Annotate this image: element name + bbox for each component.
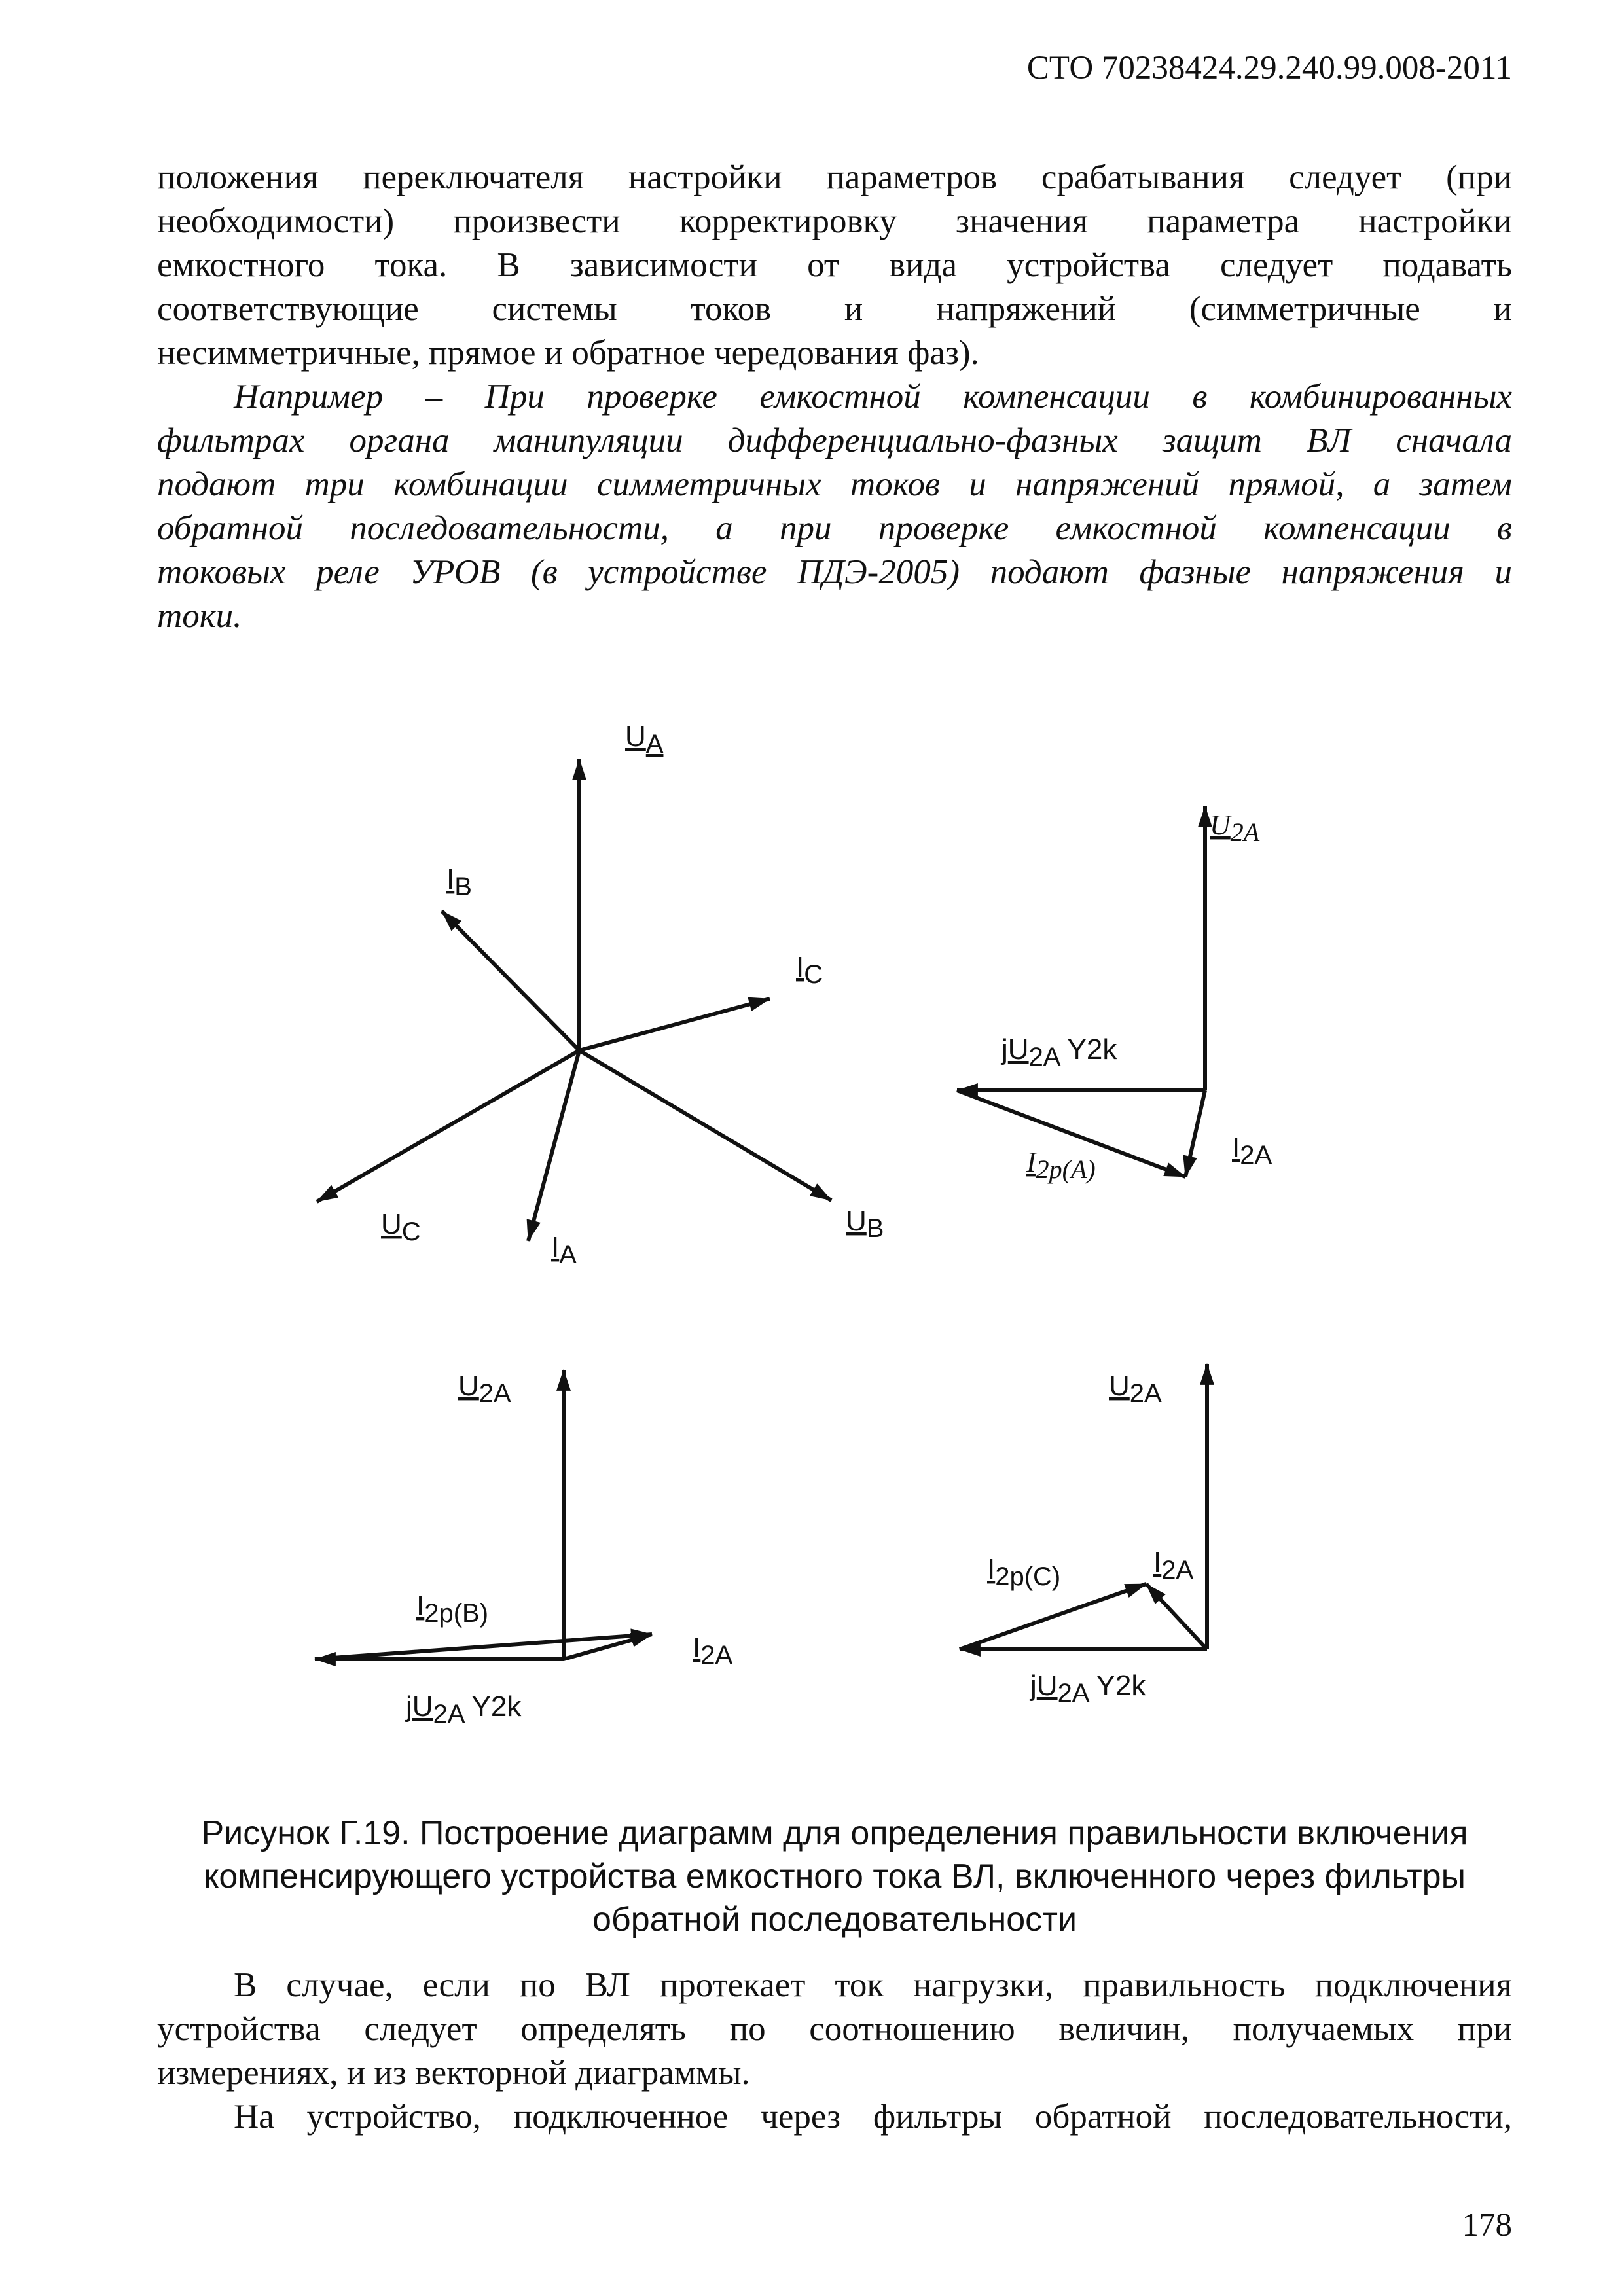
vector-UC	[317, 1050, 579, 1202]
label-I2pA-top-right: I2p(A)	[1026, 1146, 1096, 1184]
figure-caption	[157, 1812, 1512, 1941]
caption-line: обратной последовательности	[592, 1901, 1077, 1939]
vector-IA	[528, 1050, 579, 1241]
label-I2A-bottom-right: I2A	[1153, 1547, 1194, 1585]
label-IA: IA	[551, 1231, 577, 1269]
label-UB: UB	[846, 1205, 884, 1243]
example-line: токи.	[157, 597, 242, 635]
caption-line: компенсирующего устройства емкостного тока ВЛ, включенного через фильтры	[204, 1857, 1466, 1895]
label-I2A-top-right: I2A	[1232, 1132, 1272, 1170]
example-line: подают три комбинации симметричных токов и напряжений прямой, а затем	[157, 465, 1512, 503]
paragraph-line: устройства следует определять по соотношению величин, получаемых при	[157, 2010, 1512, 2048]
paragraph-line: соответствующие системы токов и напряжений (симметричные и	[157, 290, 1512, 328]
label-jU2AY2k-bottom-left: jU2A Y2k	[406, 1691, 522, 1729]
label-I2pC-bottom-right: I2p(C)	[987, 1553, 1061, 1591]
paragraph-line: емкостного тока. В зависимости от вида устройства следует подавать	[157, 246, 1512, 284]
vector-UB	[579, 1050, 831, 1200]
label-I2pB-bottom-left: I2p(B)	[416, 1590, 489, 1628]
vector-IC	[579, 999, 770, 1050]
example-line: токовых реле УРОВ (в устройстве ПДЭ-2005) подают фазные напряжения и	[157, 553, 1512, 591]
vector-I2pC-bottom-right	[960, 1584, 1146, 1649]
example-line: обратной последовательности, а при проверке емкостной компенсации в	[157, 509, 1512, 547]
paragraph-line: измерениях, и из векторной диаграммы.	[157, 2054, 750, 2092]
page-number: 178	[1462, 2207, 1512, 2244]
vector-I2A-bottom-right	[1146, 1584, 1207, 1649]
label-UC: UC	[381, 1208, 421, 1246]
label-UA: UA	[625, 721, 664, 759]
paragraph-line: положения переключателя настройки параметров срабатывания следует (при	[157, 158, 1512, 196]
paragraph-line: необходимости) произвести корректировку значения параметра настройки	[157, 202, 1512, 240]
label-IC: IC	[796, 951, 823, 989]
label-U2A-bottom-left: U2A	[458, 1370, 511, 1408]
label-IB: IB	[446, 863, 472, 901]
label-jU2AY2k-top-right: jU2A Y2k	[1001, 1033, 1117, 1071]
document-code-header: СТО 70238424.29.240.99.008-2011	[1026, 50, 1512, 86]
vector-I2A-top-right	[1185, 1090, 1205, 1177]
paragraph-line: В случае, если по ВЛ протекает ток нагрузки, правильность подключения	[234, 1966, 1512, 2004]
label-I2A-bottom-left: I2A	[693, 1632, 733, 1670]
label-U2A-top-right: U2A	[1210, 809, 1260, 847]
vector-IB	[442, 911, 579, 1050]
paragraph-line: На устройство, подключенное через фильтры обратной последовательности,	[234, 2098, 1512, 2136]
caption-line: Рисунок Г.19. Построение диаграмм для определения правильности включения	[201, 1814, 1468, 1852]
example-line: Например – При проверке емкостной компенсации в комбинированных	[234, 378, 1512, 416]
example-line: фильтрах органа манипуляции дифференциально-фазных защит ВЛ сначала	[157, 422, 1512, 459]
paragraph-3	[157, 2095, 1512, 2139]
paragraph-line: несимметричные, прямое и обратное чередования фаз).	[157, 334, 979, 372]
paragraph-2	[157, 1964, 1512, 2095]
label-U2A-bottom-right: U2A	[1109, 1370, 1162, 1408]
label-jU2AY2k-bottom-right: jU2A Y2k	[1030, 1670, 1146, 1708]
